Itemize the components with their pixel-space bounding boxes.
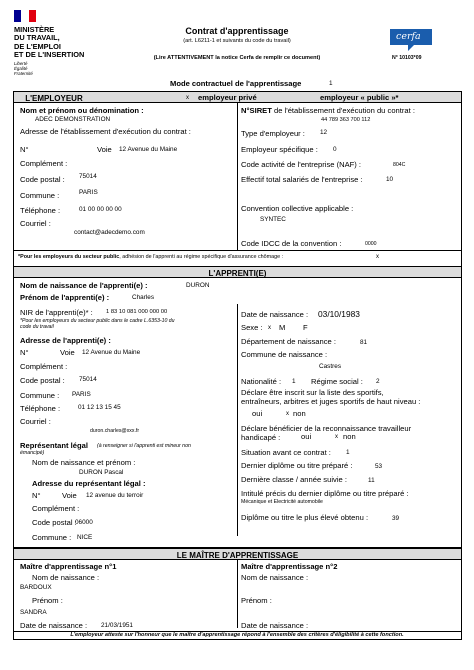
apprentice-firstname-label: Prénom de l'apprenti(e) : xyxy=(20,293,110,302)
employer-column-divider xyxy=(237,103,238,250)
handicap-non-checkbox[interactable]: x xyxy=(335,434,338,440)
apprentice-firstname-value[interactable]: Charles xyxy=(132,294,155,301)
private-employer-label: employeur privé xyxy=(198,93,257,102)
master1-title: Maître d'apprentissage n°1 xyxy=(20,562,117,571)
master2-title: Maître d'apprentissage n°2 xyxy=(241,562,338,571)
handicap-declaration-label: Déclare bénéficier de la reconnaissance travailleur handicapé : xyxy=(241,424,412,442)
apprentice-email-label: Courriel : xyxy=(20,417,51,426)
apprentice-commune-value[interactable]: PARIS xyxy=(72,391,91,398)
apprentice-voie-value[interactable]: 12 Avenue du Maine xyxy=(82,349,141,356)
athlete-non-checkbox[interactable]: x xyxy=(286,411,289,417)
apprentice-birthdate-label: Date de naissance : xyxy=(241,310,309,319)
diploma-title-value[interactable]: Mécanique et Electricité automobile xyxy=(241,499,323,505)
apprentice-regime-value[interactable]: 2 xyxy=(376,378,380,385)
apprentice-no-label: N° xyxy=(20,348,29,357)
master1-firstname-value[interactable]: SANDRA xyxy=(20,609,47,616)
master1-birthdate-label: Date de naissance : xyxy=(20,621,88,630)
apprentice-birthname-label: Nom de naissance de l'apprenti(e) : xyxy=(20,281,148,290)
master1-birthname-label: Nom de naissance : xyxy=(32,573,100,582)
athlete-oui-label: oui xyxy=(252,409,263,418)
apprentice-sex-label: Sexe : xyxy=(241,323,263,332)
employer-phone-label: Téléphone : xyxy=(20,206,61,215)
handicap-non-label: non xyxy=(343,432,356,441)
employer-ccn-value[interactable]: SYNTEC xyxy=(260,216,286,223)
last-class-label: Dernière classe / année suivie : xyxy=(241,475,347,484)
apprentice-address-label: Adresse de l'apprenti(e) : xyxy=(20,336,111,345)
master2-firstname-label: Prénom : xyxy=(241,596,272,605)
employer-name-value[interactable]: ADEC DEMONSTRATION xyxy=(35,116,111,123)
employer-email-value[interactable]: contact@adecdemo.com xyxy=(74,229,145,236)
form-title: Contrat d'apprentissage xyxy=(185,26,289,36)
apprentice-birthplace-label: Commune de naissance : xyxy=(241,350,328,359)
apprentice-email-value[interactable]: duron.charles@xxx.fr xyxy=(90,428,140,434)
legal-postal-label: Code postal : xyxy=(32,518,77,527)
employer-email-label: Courriel : xyxy=(20,219,51,228)
apprentice-dept-value[interactable]: 81 xyxy=(360,339,368,346)
legal-postal-value[interactable]: 06000 xyxy=(75,519,93,526)
employer-voie-label: Voie xyxy=(97,145,112,154)
master1-birthdate-value[interactable]: 21/03/1951 xyxy=(101,622,133,629)
employer-voie-value[interactable]: 12 Avenue du Maine xyxy=(119,146,178,153)
last-diploma-value[interactable]: 53 xyxy=(375,463,383,470)
employer-naf-value[interactable]: 804C xyxy=(393,162,406,168)
apprentice-voie-label: Voie xyxy=(60,348,75,357)
legal-representative-note-2: émancipé) xyxy=(20,450,45,456)
employer-postal-label: Code postal : xyxy=(20,175,65,184)
employer-type-label: Type d'employeur : xyxy=(241,129,305,138)
apprentice-nationality-value[interactable]: 1 xyxy=(292,378,296,385)
private-employer-checkbox[interactable]: x xyxy=(186,94,189,101)
sex-m-label: M xyxy=(279,323,286,332)
employer-complement-label: Complément : xyxy=(20,159,68,168)
legal-no-label: N° xyxy=(32,491,41,500)
apprentice-birthdate-value[interactable]: 03/10/1983 xyxy=(318,309,360,319)
employer-footnote-divider xyxy=(13,250,462,251)
highest-diploma-label: Diplôme ou titre le plus élevé obtenu : xyxy=(241,513,369,522)
apprentice-birthname-value[interactable]: DURON xyxy=(186,282,210,289)
employer-idcc-label: Code IDCC de la convention : xyxy=(241,239,342,248)
apprentice-postal-label: Code postal : xyxy=(20,376,65,385)
employer-specific-label: Employeur spécifique : xyxy=(241,145,318,154)
legal-name-label: Nom de naissance et prénom : xyxy=(32,458,136,467)
highest-diploma-value[interactable]: 39 xyxy=(392,515,400,522)
employer-postal-value[interactable]: 75014 xyxy=(79,173,97,180)
legal-commune-label: Commune : xyxy=(32,533,72,542)
employer-commune-value[interactable]: PARIS xyxy=(79,189,98,196)
athlete-declaration-label: Déclare être inscrit sur la liste des sportifs, entraîneurs, arbitres et juges sportifs de haut niveau : xyxy=(241,388,421,406)
situation-value[interactable]: 1 xyxy=(346,449,350,456)
legal-representative-label: Représentant légal xyxy=(20,441,88,450)
legal-name-value[interactable]: DURON Pascal xyxy=(79,469,124,476)
employer-idcc-value[interactable]: 0000 xyxy=(365,241,377,247)
employer-siret-value[interactable]: 44 789 363 700 112 xyxy=(321,117,371,123)
apprentice-nir-label: NIR de l'apprenti(e)* : xyxy=(20,308,93,317)
republic-motto: Liberté Égalité Fraternité xyxy=(14,61,33,77)
last-diploma-label: Dernier diplôme ou titre préparé : xyxy=(241,461,353,470)
apprentice-phone-label: Téléphone : xyxy=(20,404,61,413)
cerfa-logo: cerfa xyxy=(388,27,434,53)
legal-address-label: Adresse du représentant légal : xyxy=(32,479,146,488)
sex-m-checkbox[interactable]: x xyxy=(268,325,271,331)
legal-voie-value[interactable]: 12 avenue du terroir xyxy=(86,492,144,499)
cerfa-number: N° 10103*09 xyxy=(392,55,422,61)
ministry-name: MINISTÈRE DU TRAVAIL, DE L'EMPLOI ET DE L'INSERTION xyxy=(14,25,85,60)
employer-staff-value[interactable]: 10 xyxy=(386,176,394,183)
form-notice: (Lire ATTENTIVEMENT la notice Cerfa de remplir ce document) xyxy=(153,55,321,61)
employer-name-label: Nom et prénom ou dénomination : xyxy=(20,106,144,115)
employer-staff-label: Effectif total salariés de l'entreprise : xyxy=(241,175,363,184)
employer-no-label: N° xyxy=(20,145,29,154)
situation-label: Situation avant ce contrat : xyxy=(241,448,331,457)
athlete-non-label: non xyxy=(293,409,306,418)
apprentice-nationality-label: Nationalité : xyxy=(241,377,282,386)
master-section-title: LE MAÎTRE D'APPRENTISSAGE xyxy=(176,550,299,560)
master-attestation: L'employeur atteste sur l'honneur que le maître d'apprentissage répond à l'ensemble des critères d'éligibilité à cette fonction. xyxy=(70,632,404,638)
employer-type-value[interactable]: 12 xyxy=(320,129,328,136)
mode-label: Mode contractuel de l'apprentissage xyxy=(170,79,302,88)
apprentice-birthplace-value[interactable]: Castres xyxy=(319,363,342,370)
apprentice-nir-note: *Pour les employeurs du secteur public dans le cadre L.6353-10 du code du travail xyxy=(20,318,175,331)
legal-commune-value[interactable]: NICE xyxy=(77,534,93,541)
apprentice-section-title: L'APPRENTI(E) xyxy=(208,268,267,278)
employer-naf-label: Code activité de l'entreprise (NAF) : xyxy=(241,160,362,169)
diploma-title-label: Intitulé précis du dernier diplôme ou titre préparé : xyxy=(241,489,409,498)
legal-voie-label: Voie xyxy=(62,491,77,500)
apprentice-section-bar xyxy=(13,266,462,278)
apprentice-column-divider xyxy=(237,304,238,536)
apprentice-nir-value[interactable]: 1 83 10 081 000 000 00 xyxy=(106,309,168,315)
mode-value[interactable]: 1 xyxy=(329,80,333,87)
unemployment-insurance-checkbox[interactable]: x xyxy=(376,254,379,260)
apprentice-postal-value[interactable]: 75014 xyxy=(79,376,97,383)
employer-phone-value[interactable]: 01 00 00 00 00 xyxy=(79,206,122,213)
master-column-divider xyxy=(237,560,238,628)
marianne-flag-icon xyxy=(14,10,36,22)
apprentice-complement-label: Complément : xyxy=(20,362,68,371)
master1-birthname-value[interactable]: BARDOUX xyxy=(20,584,52,591)
apprentice-commune-label: Commune : xyxy=(20,391,60,400)
master-section-bar xyxy=(13,548,462,560)
legal-complement-label: Complément : xyxy=(32,504,80,513)
employer-ccn-label: Convention collective applicable : xyxy=(241,204,354,213)
employer-section-title: L'EMPLOYEUR xyxy=(25,93,83,103)
employer-address-label: Adresse de l'établissement d'exécution du contrat : xyxy=(20,127,191,136)
employer-specific-value[interactable]: 0 xyxy=(333,146,337,153)
sex-f-label: F xyxy=(303,323,308,332)
apprentice-phone-value[interactable]: 01 12 13 15 45 xyxy=(78,404,121,411)
master2-birthdate-label: Date de naissance : xyxy=(241,621,309,630)
legal-representative-note: (à renseigner si l'apprenti est mineur non xyxy=(97,443,191,449)
form-subtitle: (art. L6211-1 et suivants du code du travail) xyxy=(183,38,291,44)
employer-footnote: *Pour les employeurs du secteur public, adhésion de l'apprenti au régime spécifique d'assurance chômage : xyxy=(18,254,284,260)
last-class-value[interactable]: 11 xyxy=(368,477,375,484)
apprentice-regime-label: Régime social : xyxy=(311,377,363,386)
master1-firstname-label: Prénom : xyxy=(32,596,63,605)
apprentice-dept-label: Département de naissance : xyxy=(241,337,336,346)
employer-siret-label: N°SIRET de l'établissement d'exécution du contrat : xyxy=(241,106,415,115)
employer-commune-label: Commune : xyxy=(20,191,60,200)
public-employer-label: employeur « public »* xyxy=(320,93,399,102)
handicap-oui-label: oui xyxy=(301,432,312,441)
master2-birthname-label: Nom de naissance : xyxy=(241,573,309,582)
